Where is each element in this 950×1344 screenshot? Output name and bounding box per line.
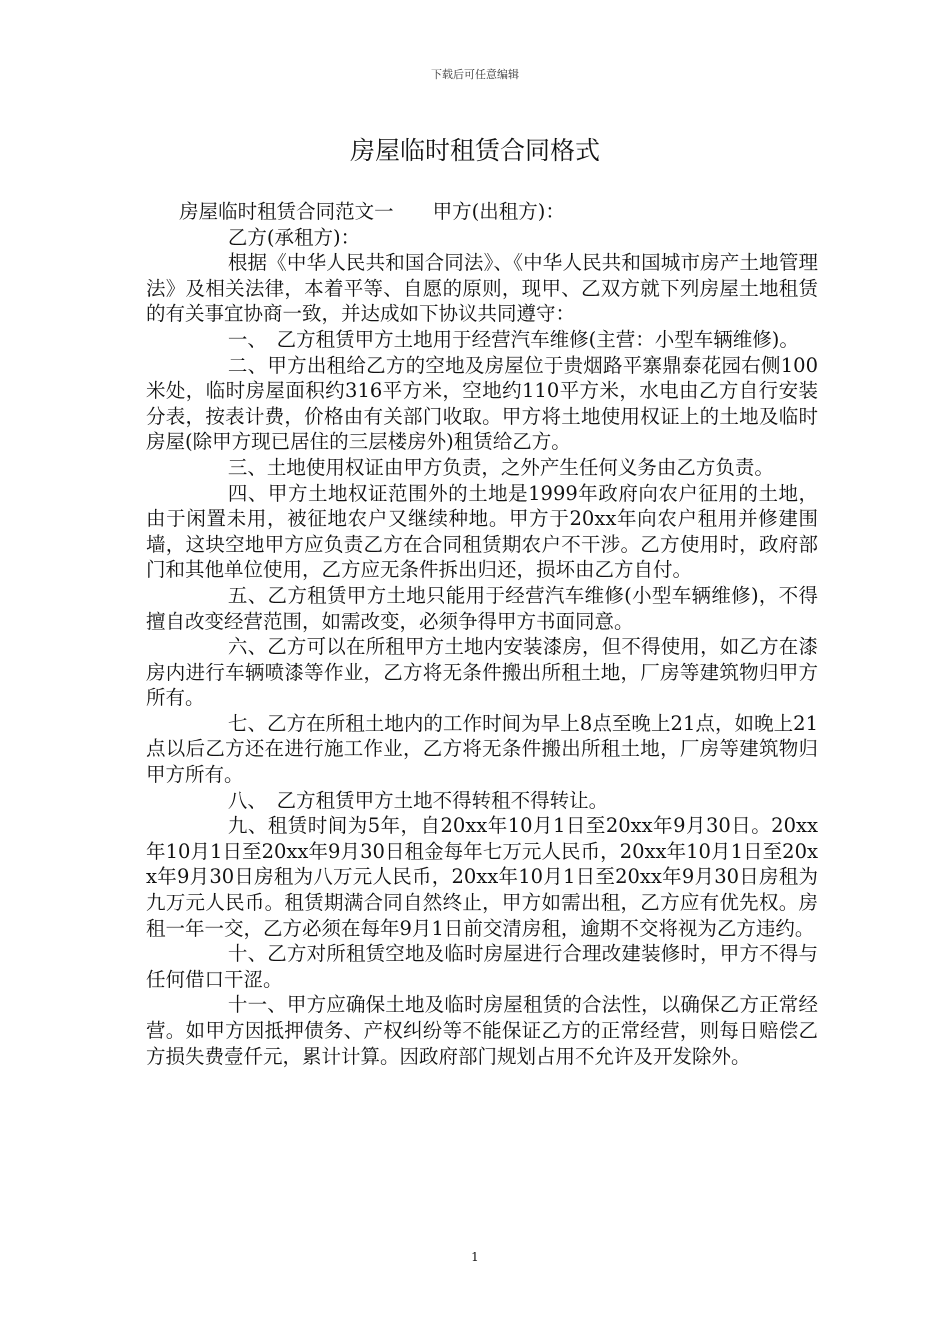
paragraph-clause-2: 二、甲方出租给乙方的空地及房屋位于贵烟路平寨鼎泰花园右侧100米处，临时房屋面积约316平方米，空地约110平方米，水电由乙方自行安装分表，按表计费，价格由有关部门收取。甲方将土地使用权证上的土地及临时房屋(除甲方现已居住的三层楼房外)租赁给乙方。: [146, 353, 818, 454]
paragraph-clause-7: 七、乙方在所租土地内的工作时间为早上8点至晚上21点，如晚上21点以后乙方还在进行施工作业，乙方将无条件搬出所租土地，厂房等建筑物归甲方所有。: [146, 711, 818, 787]
paragraph-clause-11: 十一、甲方应确保土地及临时房屋租赁的合法性，以确保乙方正常经营。如甲方因抵押债务、产权纠纷等不能保证乙方的正常经营，则每日赔偿乙方损失费壹仟元，累计计算。因政府部门规划占用不允许及开发除外。: [146, 993, 818, 1068]
header-note: 下载后可任意编辑: [431, 68, 519, 81]
paragraph-clause-1: 一、 乙方租赁甲方土地用于经营汽车维修(主营：小型车辆维修)。: [227, 327, 799, 351]
paragraph-clause-8: 八、 乙方租赁甲方土地不得转租不得转让。: [227, 788, 609, 812]
paragraph-intro: 房屋临时租赁合同范文一 甲方(出租方)：: [179, 200, 565, 223]
contract-body: [146, 199, 818, 1069]
paragraph-clause-5: 五、乙方租赁甲方土地只能用于经营汽车维修(小型车辆维修)，不得擅自改变经营范围，如需改变，必须争得甲方书面同意。: [146, 583, 818, 633]
document-title: 房屋临时租赁合同格式: [349, 136, 600, 165]
paragraph-clause-6: 六、乙方可以在所租甲方土地内安装漆房，但不得使用，如乙方在漆房内进行车辆喷漆等作业，乙方将无条件搬出所租土地，厂房等建筑物归甲方所有。: [146, 635, 818, 710]
paragraph-clause-9: 九、租赁时间为5年，自20xx年10月1日至20xx年9月30日。20xx年10月1日至20xx年9月30日租金每年七万元人民币，20xx年10月1日至20xx年9月30日房租为八万元人民币，20xx年10月1日至20xx年9月30日房租为九万元人民币。租赁期满合同自然终止，甲方如需出租，乙方应有优先权。房租一年一交，乙方必须在每年9月1日前交清房租，逾期不交将视为乙方违约。: [146, 814, 818, 940]
paragraph-clause-3: 三、土地使用权证由甲方负责，之外产生任何义务由乙方负责。: [227, 455, 774, 479]
paragraph-party-b: 乙方(承租方)：: [227, 225, 361, 249]
page-number: 1: [471, 1250, 479, 1264]
paragraph-clause-10: 十、乙方对所租赁空地及临时房屋进行合理改建装修时，甲方不得与任何借口干涩。: [146, 942, 818, 991]
paragraph-clause-4: 四、甲方土地权证范围外的土地是1999年政府向农户征用的土地，由于闲置未用，被征地农户又继续种地。甲方于20xx年向农户租用并修建围墙，这块空地甲方应负责乙方在合同租赁期农户不干涉。乙方使用时，政府部门和其他单位使用，乙方应无条件拆出归还，损坏由乙方自付。: [146, 481, 818, 582]
paragraph-preamble: 根据《中华人民共和国合同法》、《中华人民共和国城市房产土地管理法》及相关法律，本着平等、自愿的原则，现甲、乙双方就下列房屋土地租赁的有关事宜协商一致，并达成如下协议共同遵守：: [146, 251, 818, 326]
